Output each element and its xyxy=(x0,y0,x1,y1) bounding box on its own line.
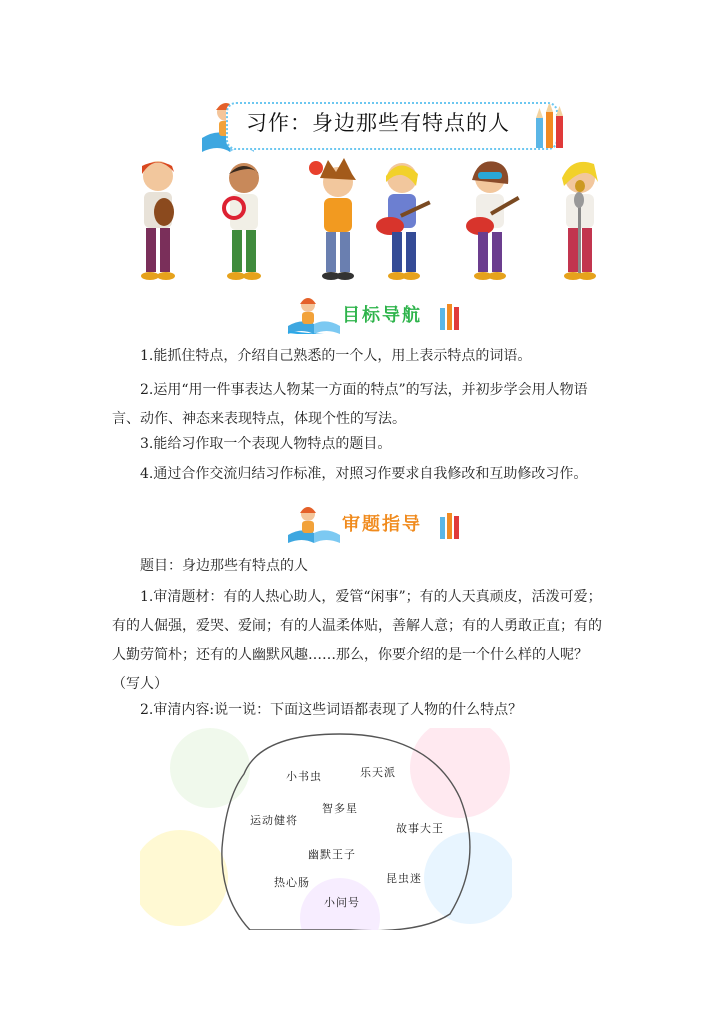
trait-word: 昆虫迷 xyxy=(386,872,422,885)
reading-child-icon xyxy=(286,296,342,334)
section-title-goals: 目标导航 xyxy=(342,305,422,326)
trait-word: 运动健将 xyxy=(250,814,298,827)
violinist-figure xyxy=(128,156,192,282)
trait-word: 小问号 xyxy=(324,896,360,909)
bassist-figure xyxy=(460,156,524,282)
section-title-guide: 审题指导 xyxy=(342,514,422,535)
trait-word: 乐天派 xyxy=(360,766,396,779)
pencils-icon xyxy=(438,298,464,332)
tambourine-player-figure xyxy=(214,156,278,282)
musicians-illustration xyxy=(128,156,608,286)
trait-words-illustration xyxy=(140,728,512,930)
goal-item-2: 2.运用“用一件事表达人物某一方面的特点”的写法，并初步学会用人物语言、动作、神态来表现特点，体现个性的写法。 xyxy=(112,382,588,427)
guide-topic: 题目：身边那些有特点的人 xyxy=(140,558,308,574)
goal-item-4: 4.通过合作交流归结习作标准，对照习作要求自我修改和互助修改习作。 xyxy=(140,466,588,482)
pencils-icon xyxy=(438,507,464,541)
trait-word: 智多星 xyxy=(322,802,358,815)
trait-word: 小书虫 xyxy=(286,770,322,783)
singer-figure xyxy=(548,156,612,282)
maracas-player-figure xyxy=(306,156,370,282)
trait-word: 幽默王子 xyxy=(308,848,356,861)
guide-step-2: 2.审清内容:说一说：下面这些词语都表现了人物的什么特点？ xyxy=(140,702,523,718)
goal-item-3: 3.能给习作取一个表现人物特点的题目。 xyxy=(140,436,392,452)
section-heading-guide xyxy=(286,505,464,543)
goal-item-1: 1.能抓住特点，介绍自己熟悉的一个人，用上表示特点的词语。 xyxy=(140,348,532,364)
guitarist-figure xyxy=(372,156,436,282)
title-banner xyxy=(196,98,568,154)
reading-child-icon xyxy=(286,505,342,543)
page-title: 习作：身边那些有特点的人 xyxy=(246,111,510,135)
trait-word: 故事大王 xyxy=(396,822,444,835)
section-heading-goals xyxy=(286,296,464,334)
trait-word: 热心肠 xyxy=(274,876,310,889)
guide-step-1: 1.审清题材：有的人热心助人，爱管“闲事”；有的人天真顽皮，活泼可爱；有的人倔强，爱哭、爱闹；有的人温柔体贴，善解人意；有的人勇敢正直；有的人勤劳简朴；还有的人幽默风趣……那么，你要介绍的是一个什么样的人呢？（写人） xyxy=(112,589,602,692)
pencils-icon xyxy=(532,104,570,150)
